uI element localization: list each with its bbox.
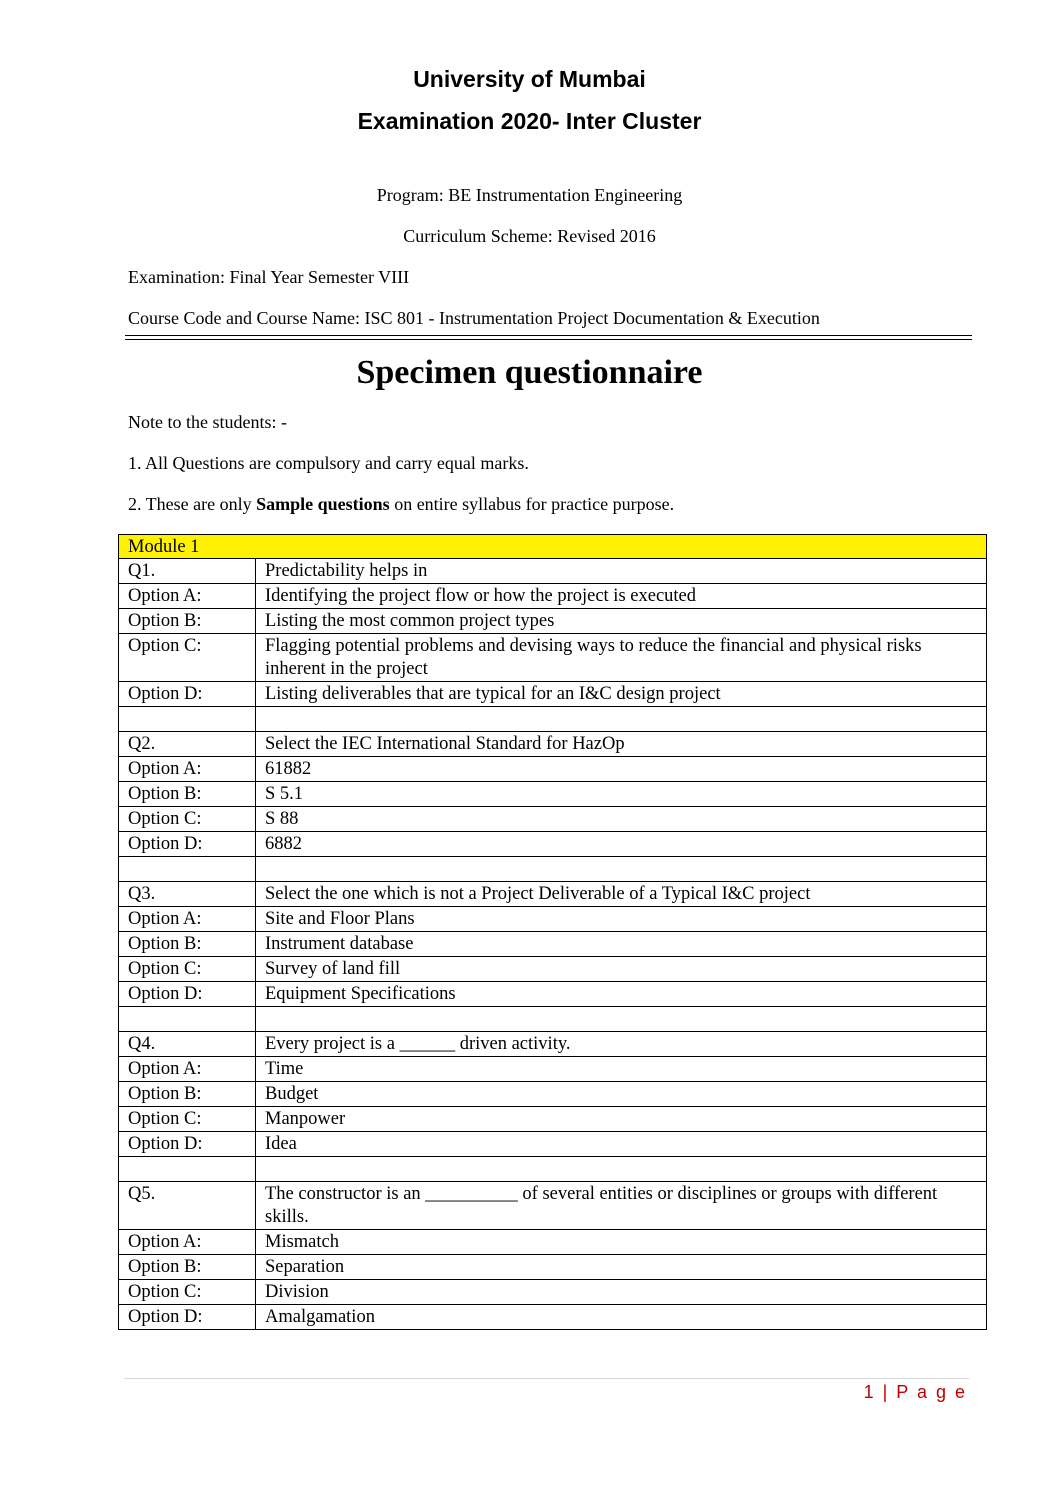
blank-row (119, 1007, 987, 1032)
option-row (119, 1305, 987, 1330)
option-row (119, 682, 987, 707)
option-row-text: Listing deliverables that are typical for an I&C design project (256, 682, 987, 707)
document-title: Specimen questionnaire (356, 354, 703, 391)
question-row-label: Q4. (119, 1032, 256, 1057)
option-row (119, 609, 987, 634)
question-row-label: Q2. (119, 732, 256, 757)
option-row-text: S 5.1 (256, 782, 987, 807)
option-row-label: Option C: (119, 634, 256, 682)
blank-row-text (256, 857, 987, 882)
option-row-label: Option D: (119, 832, 256, 857)
option-row-label: Option B: (119, 1082, 256, 1107)
blank-row-label (119, 1007, 256, 1032)
option-row (119, 932, 987, 957)
curriculum-line: Curriculum Scheme: Revised 2016 (403, 226, 656, 246)
module-row (119, 535, 987, 559)
note-1: 1. All Questions are compulsory and carry equal marks. (128, 453, 529, 473)
blank-row-label (119, 707, 256, 732)
option-row-label: Option C: (119, 807, 256, 832)
note-intro: Note to the students: - (128, 412, 287, 432)
note-2-bold: Sample questions (256, 494, 390, 514)
blank-row (119, 857, 987, 882)
option-row-text: Flagging potential problems and devising ways to reduce the financial and physical risks inherent in the project (256, 634, 987, 682)
university-name: University of Mumbai (413, 66, 646, 92)
option-row-text: Manpower (256, 1107, 987, 1132)
option-row-text: S 88 (256, 807, 987, 832)
option-row-text: Instrument database (256, 932, 987, 957)
header-rule-bottom (125, 339, 972, 340)
blank-row (119, 707, 987, 732)
question-row-text: Every project is a ______ driven activity. (256, 1032, 987, 1057)
blank-row-label (119, 1157, 256, 1182)
question-row-text: The constructor is an __________ of several entities or disciplines or groups with different skills. (256, 1182, 987, 1230)
option-row-label: Option A: (119, 1230, 256, 1255)
option-row-text: Equipment Specifications (256, 982, 987, 1007)
option-row (119, 1107, 987, 1132)
option-row-label: Option B: (119, 609, 256, 634)
option-row (119, 757, 987, 782)
question-row (119, 882, 987, 907)
question-row (119, 559, 987, 584)
option-row-text: Budget (256, 1082, 987, 1107)
option-row-label: Option C: (119, 1107, 256, 1132)
option-row-text: 6882 (256, 832, 987, 857)
question-row-label: Q3. (119, 882, 256, 907)
option-row (119, 782, 987, 807)
option-row (119, 907, 987, 932)
option-row-text: Idea (256, 1132, 987, 1157)
option-row-label: Option A: (119, 757, 256, 782)
question-row (119, 1032, 987, 1057)
footer-rule (124, 1378, 969, 1379)
option-row (119, 1082, 987, 1107)
option-row-text: Mismatch (256, 1230, 987, 1255)
program-line: Program: BE Instrumentation Engineering (376, 185, 683, 205)
note-2 (128, 494, 674, 515)
option-row-text: Division (256, 1280, 987, 1305)
option-row-label: Option C: (119, 957, 256, 982)
exam-title: Examination 2020- Inter Cluster (357, 108, 702, 134)
option-row-label: Option D: (119, 1305, 256, 1330)
option-row-text: Identifying the project flow or how the project is executed (256, 584, 987, 609)
option-row (119, 807, 987, 832)
option-row-label: Option A: (119, 907, 256, 932)
blank-row-text (256, 1157, 987, 1182)
option-row-label: Option B: (119, 1255, 256, 1280)
option-row-label: Option D: (119, 1132, 256, 1157)
question-row (119, 1182, 987, 1230)
option-row-label: Option B: (119, 782, 256, 807)
option-row-label: Option A: (119, 584, 256, 609)
blank-row (119, 1157, 987, 1182)
option-row-text: Separation (256, 1255, 987, 1280)
blank-row-text (256, 707, 987, 732)
option-row (119, 1255, 987, 1280)
page-number: 1 | P a g e (863, 1382, 967, 1402)
header-rule-top (125, 335, 972, 336)
option-row (119, 584, 987, 609)
option-row-text: Site and Floor Plans (256, 907, 987, 932)
note-2-suffix: on entire syllabus for practice purpose. (389, 494, 675, 514)
option-row-label: Option D: (119, 682, 256, 707)
option-row (119, 982, 987, 1007)
question-row (119, 732, 987, 757)
option-row-text: Listing the most common project types (256, 609, 987, 634)
module-label: Module 1 (119, 535, 987, 559)
option-row (119, 1132, 987, 1157)
option-row (119, 634, 987, 682)
option-row-label: Option C: (119, 1280, 256, 1305)
course-line: Course Code and Course Name: ISC 801 - Instrumentation Project Documentation & Execution (128, 308, 820, 328)
option-row (119, 1280, 987, 1305)
option-row (119, 1230, 987, 1255)
question-row-text: Select the IEC International Standard for HazOp (256, 732, 987, 757)
question-row-label: Q5. (119, 1182, 256, 1230)
option-row (119, 1057, 987, 1082)
option-row-text: Survey of land fill (256, 957, 987, 982)
option-row-text: Amalgamation (256, 1305, 987, 1330)
note-2-prefix: 2. These are only (128, 494, 257, 514)
blank-row-label (119, 857, 256, 882)
option-row-text: Time (256, 1057, 987, 1082)
option-row-text: 61882 (256, 757, 987, 782)
option-row-label: Option A: (119, 1057, 256, 1082)
question-row-text: Select the one which is not a Project Deliverable of a Typical I&C project (256, 882, 987, 907)
option-row (119, 957, 987, 982)
option-row-label: Option D: (119, 982, 256, 1007)
question-row-text: Predictability helps in (256, 559, 987, 584)
examination-line: Examination: Final Year Semester VIII (128, 267, 410, 287)
blank-row-text (256, 1007, 987, 1032)
question-row-label: Q1. (119, 559, 256, 584)
option-row-label: Option B: (119, 932, 256, 957)
questions-table (118, 534, 987, 1330)
option-row (119, 832, 987, 857)
